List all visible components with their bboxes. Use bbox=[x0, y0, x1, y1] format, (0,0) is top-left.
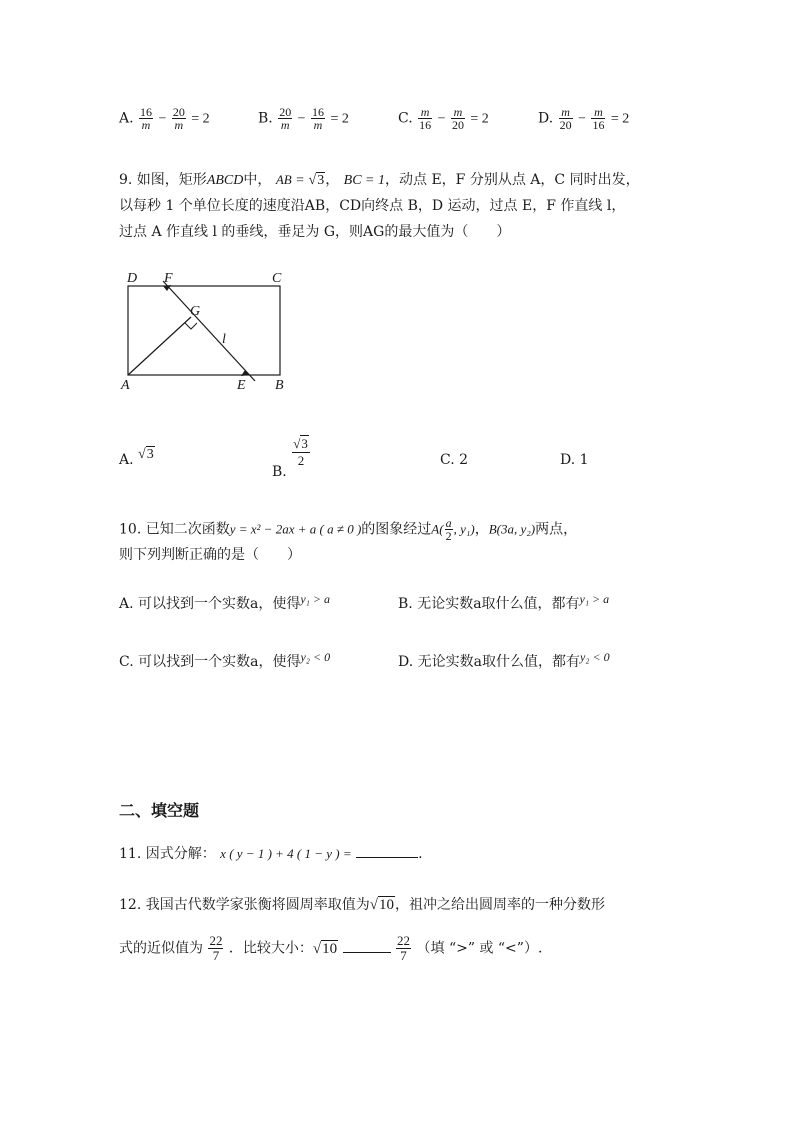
q9-option-b: B. $\frac{√3}{2}$ bbox=[272, 436, 308, 480]
line-l bbox=[163, 281, 255, 381]
sqrt3-over-2: $\frac{√3}{2}$ bbox=[293, 436, 308, 468]
rectangle-abcd bbox=[128, 286, 280, 375]
q8-option-a: A. $\frac{16}{m}$ − $\frac{20}{m}$ = 2 bbox=[119, 105, 210, 132]
q8-option-a-label: A. bbox=[119, 110, 134, 127]
q8-a-frac1: $\frac{16}{m}$ bbox=[140, 105, 153, 132]
q8-option-b: B. $\frac{20}{m}$ − $\frac{16}{m}$ = 2 bbox=[258, 105, 349, 132]
label-e: E bbox=[237, 378, 246, 393]
q9-figure bbox=[115, 265, 305, 400]
answer-blank[interactable] bbox=[356, 857, 418, 858]
q8-option-d-label: D. bbox=[538, 110, 554, 127]
q10-option-b: B. 无论实数a取什么值，都有y₁ > a bbox=[398, 592, 610, 612]
label-d: D bbox=[127, 271, 138, 286]
section-heading: 二、填空题 bbox=[119, 801, 200, 820]
label-a: A bbox=[121, 378, 130, 393]
q8-a-frac2: $\frac{20}{m}$ bbox=[172, 105, 185, 132]
q9-line2: 以每秒 1 个单位长度的速度沿AB，CD向终点 B，D 运动，过点 E，F 作直线 l， bbox=[119, 198, 626, 214]
q9-option-d: D. 1 bbox=[560, 452, 589, 468]
label-c: C bbox=[272, 271, 282, 286]
label-b: B bbox=[275, 378, 284, 393]
q10-option-c: C. 可以找到一个实数a，使得y₂ < 0 bbox=[119, 650, 331, 670]
q9-option-c: C. 2 bbox=[440, 452, 469, 468]
q10-option-a: A. 可以找到一个实数a，使得y₁ > a bbox=[119, 592, 330, 612]
right-angle-mark bbox=[185, 323, 197, 329]
sqrt-3: √3 bbox=[308, 173, 325, 188]
q8-option-c: C. $\frac{m}{16}$ − $\frac{m}{20}$ = 2 bbox=[398, 105, 489, 132]
frac-22-7: $\frac{22}{7}$ bbox=[209, 933, 223, 963]
q8-option-c-label: C. bbox=[398, 110, 413, 127]
sqrt-10: √10 bbox=[312, 940, 338, 957]
q8-option-b-label: B. bbox=[258, 110, 273, 127]
q9-line1: 9. 如图，矩形ABCD中， AB = √3， BC = 1，动点 E，F 分别从点 A，C 同时出发， bbox=[119, 170, 640, 191]
frac-22-7: $\frac{22}{7}$ bbox=[397, 933, 411, 963]
label-g: G bbox=[190, 304, 201, 319]
q8-option-d: D. $\frac{m}{20}$ − $\frac{m}{16}$ = 2 bbox=[538, 105, 630, 132]
q10-line1: 10. 已知二次函数y = x² − 2ax + a ( a ≠ 0 )的图象经过A( $\frac{a}{2}$ , y₁)，B(3a, y₂)两点， bbox=[119, 516, 578, 543]
q10-line2: 则下列判断正确的是（ ） bbox=[119, 547, 301, 563]
label-f: F bbox=[164, 271, 173, 286]
sqrt-3: √3 bbox=[138, 447, 154, 462]
q9-line3: 过点 A 作直线 l 的垂线，垂足为 G，则AG的最大值为（ ） bbox=[119, 224, 511, 240]
q12-line1: 12. 我国古代数学家张衡将圆周率取值为√10，祖冲之给出圆周率的一种分数形 bbox=[119, 897, 605, 913]
sqrt-10: √10 bbox=[369, 897, 394, 913]
answer-blank[interactable] bbox=[343, 952, 391, 953]
q12-line2: 式的近似值为 $\frac{22}{7}$ ．比较大小：√10 $\frac{22}{7}$ （填 “>” 或 “<”）. bbox=[119, 933, 543, 963]
label-l: l bbox=[222, 332, 226, 347]
q11: 11. 因式分解： x ( y − 1 ) + 4 ( 1 − y ) = . bbox=[119, 846, 423, 862]
q10-option-d: D. 无论实数a取什么值，都有y₂ < 0 bbox=[398, 650, 610, 670]
q9-option-a: A. √3 bbox=[119, 447, 154, 468]
segment-ag bbox=[128, 317, 191, 375]
